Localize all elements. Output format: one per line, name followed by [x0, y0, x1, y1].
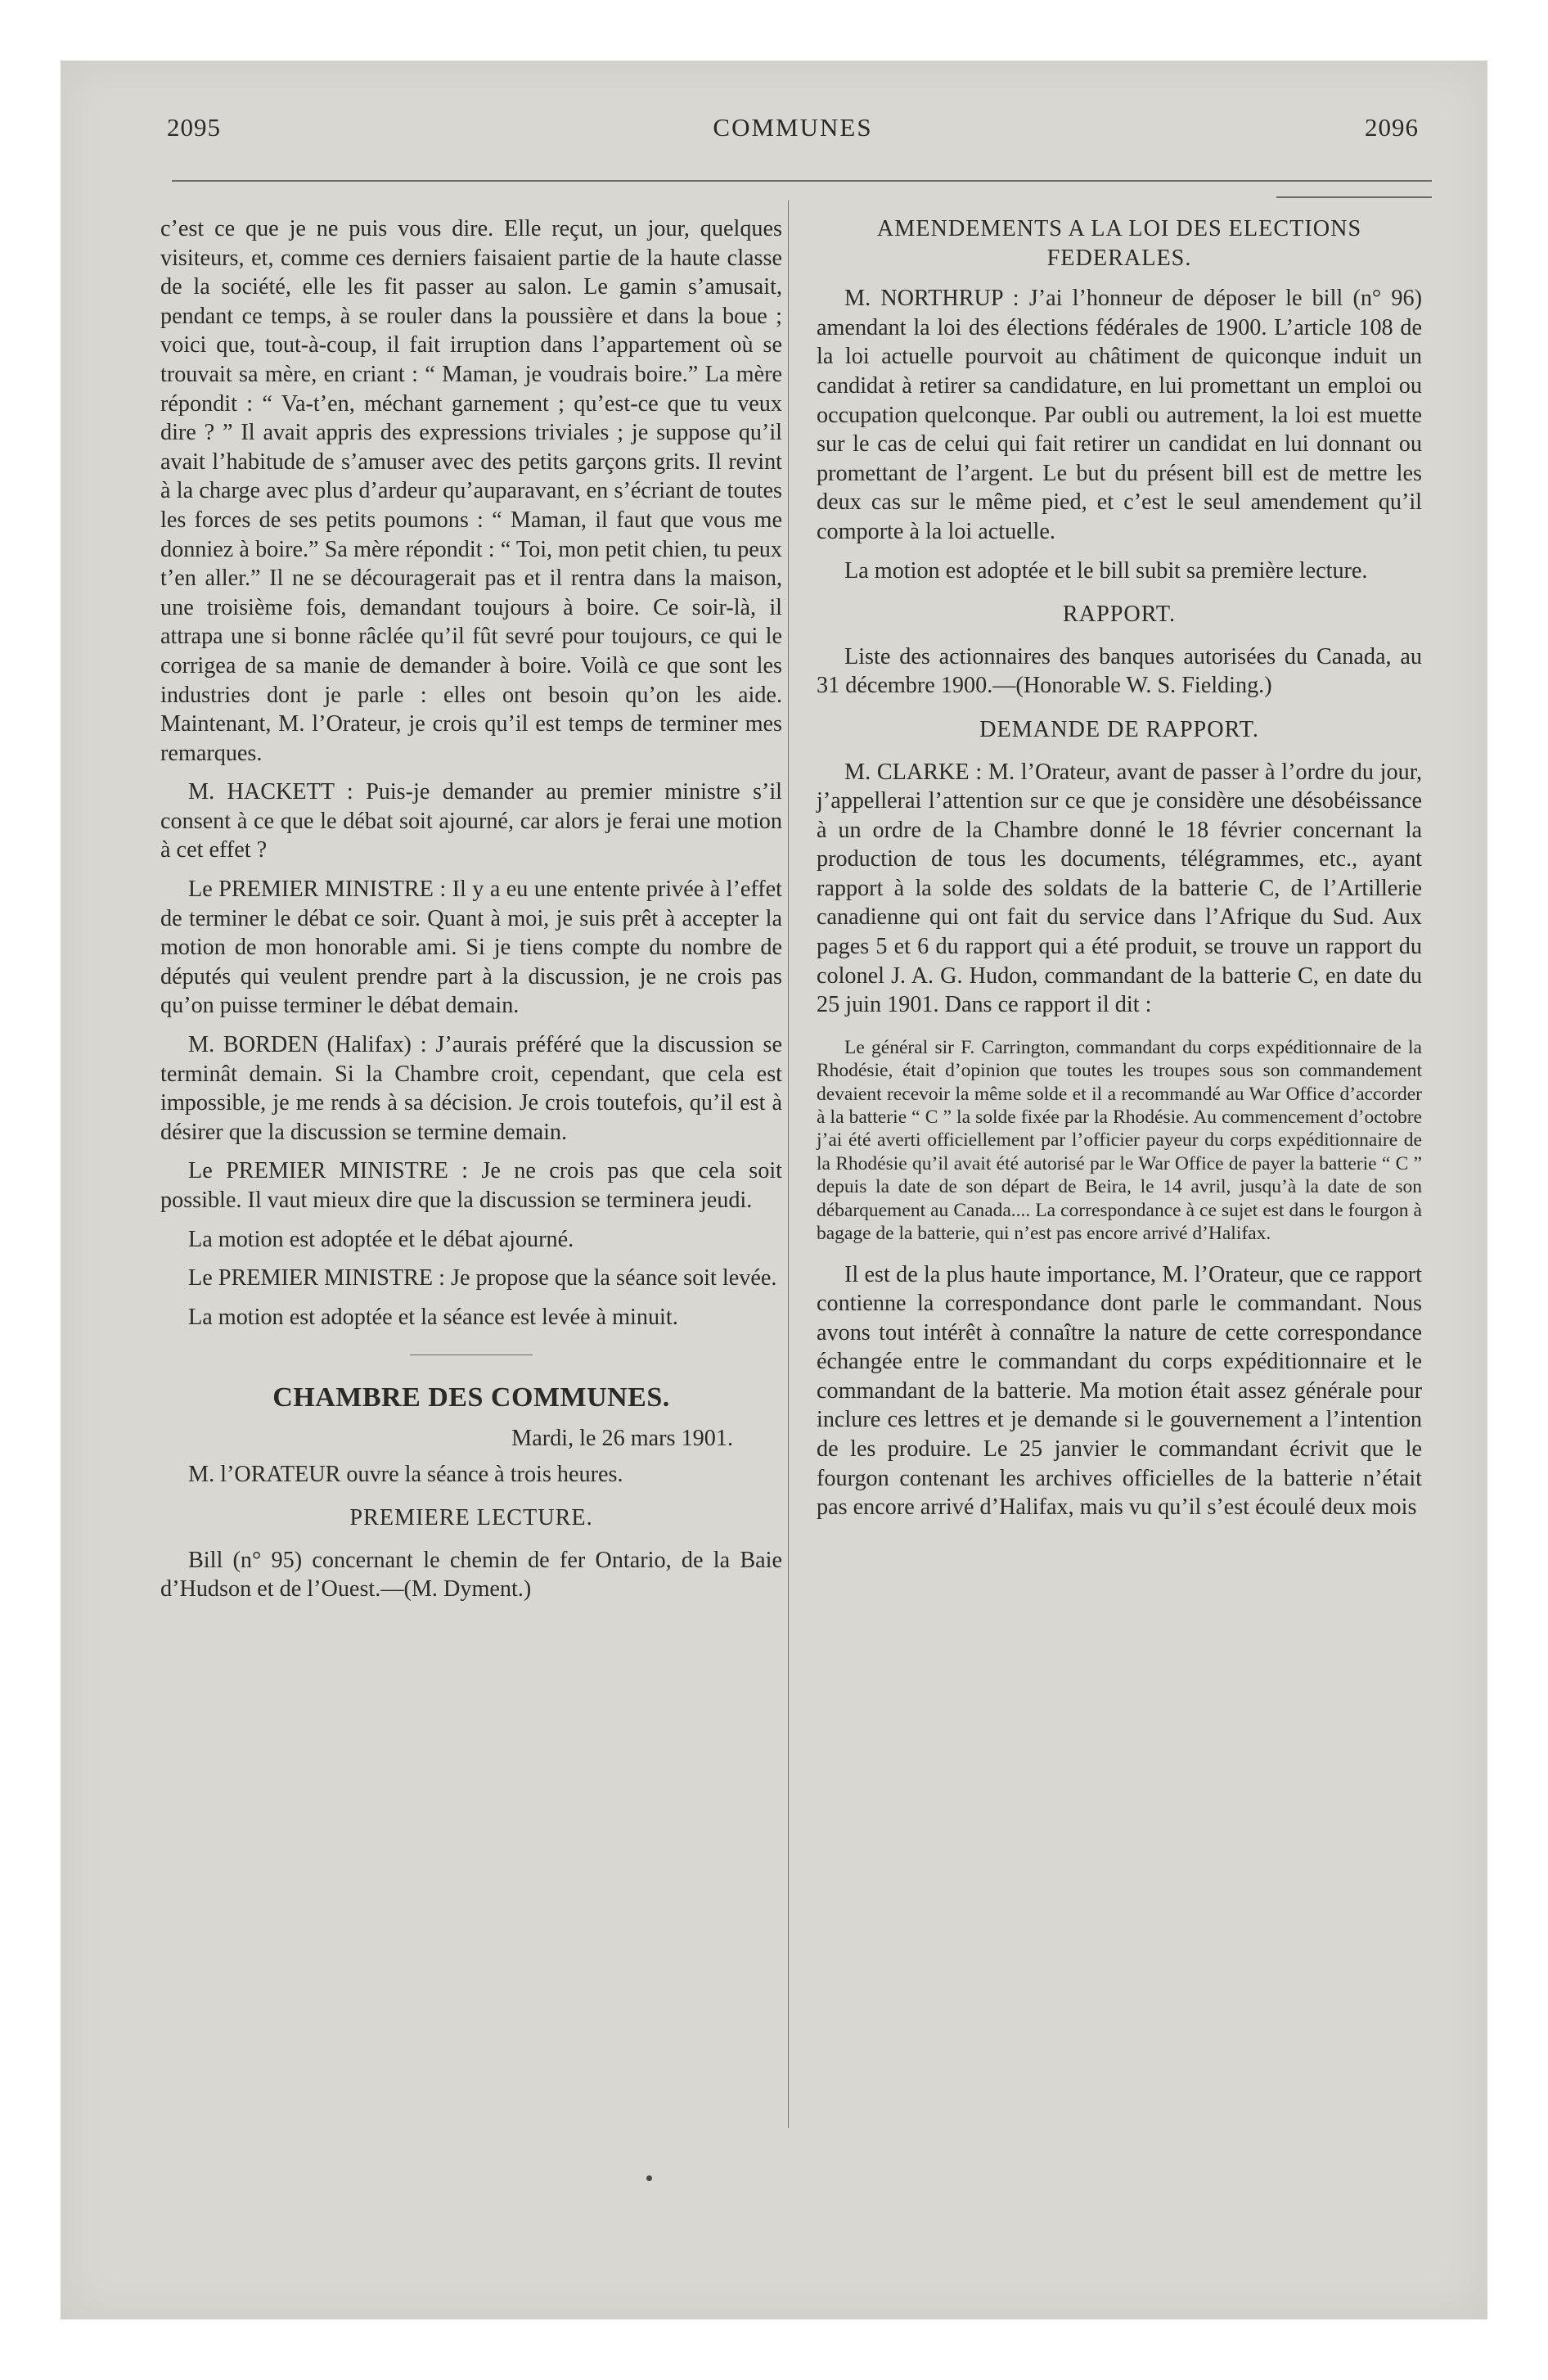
right-column [817, 214, 1422, 1532]
paragraph: M. NORTHRUP : J’ai l’honneur de déposer le bill (n° 96) amendant la loi des élections fédérales de 1900. L’article 108 de la loi actuelle pourvoit au châtiment de quiconque induit un candidat à retirer sa candidature, en lui promettant un emploi ou occupation quelconque. Par oubli ou autrement, la loi est muette sur le cas de celui qui fait retirer un candidat en lui donnant ou promettant de l’argent. Le but du présent bill est de mettre les deux cas sur le même pied, et c’est le seul amendement qu’il comporte à la loi actuelle. [817, 286, 1422, 544]
paragraph: Bill (n° 95) concernant le chemin de fer Ontario, de la Baie d’Hudson et de l’Ouest.—(M. Dyment.) [160, 1547, 782, 1602]
paragraph: M. HACKETT : Puis-je demander au premier ministre s’il consent à ce que le débat soit ajourné, car alors je ferai une motion à cet effet ? [160, 779, 782, 863]
quote-text: Le général sir F. Carrington, commandant du corps expéditionnaire de la Rhodésie, était d’opinion que toutes les troupes sous son commandement devaient recevoir la même solde et il a recommandé au War Office d’accorder à la batterie “ C ” la solde fixée par la Rhodésie. Au commencement d’octobre j’ai été averti officiellement par l’officier payeur du corps expéditionnaire de la Rhodésie qu’il avait été autorisé par le War Office de payer la batterie “ C ” depuis la date de son départ de Beira, le 14 avril, jusqu’à la date de son débarquement au Canada.... La correspondance à ce sujet est dans le fourgon à bagage de la batterie, qui n’est pas encore arrivé d’Halifax. [817, 1036, 1422, 1245]
paragraph: Le PREMIER MINISTRE : Je ne crois pas que cela soit possible. Il vaut mieux dire que la discussion se terminera jeudi. [160, 1158, 782, 1213]
paragraph: M. l’ORATEUR ouvre la séance à trois heures. [188, 1461, 623, 1487]
demande-heading: DEMANDE DE RAPPORT. [979, 716, 1259, 742]
paragraph: La motion est adoptée et le débat ajourné. [188, 1226, 574, 1252]
print-speck [646, 2175, 652, 2181]
amendments-heading: AMENDEMENTS A LA LOI DES ELECTIONS FEDERALES. [876, 216, 1362, 271]
paragraph: La motion est adoptée et le bill subit sa première lecture. [844, 557, 1368, 584]
sitting-date: Mardi, le 26 mars 1901. [511, 1425, 733, 1451]
column-divider [788, 201, 789, 2128]
rapport-heading: RAPPORT. [1062, 602, 1177, 628]
paragraph: La motion est adoptée et la séance est levée à minuit. [188, 1304, 678, 1330]
header-rule-short [1276, 196, 1432, 198]
paragraph: Le PREMIER MINISTRE : Je propose que la séance soit levée. [188, 1265, 777, 1291]
page-number-right: 2096 [1365, 113, 1419, 142]
paragraph: c’est ce que je ne puis vous dire. Elle reçut, un jour, quelques visiteurs, et, comme ces derniers faisaient partie de la haute classe de la société, elle les fit passer au salon. Le gamin s’amusait, pendant ce temps, à se rouler dans la poussière et dans la boue ; voici que, tout-à-coup, il fait irruption dans l’appartement où se trouvait sa mère, en criant : “ Maman, je voudrais boire.” La mère répondit : “ Va-t’en, méchant garnement ; qu’est-ce que tu veux dire ? ” Il avait appris des expressions triviales ; je suppose qu’il avait l’habitude de s’amuser avec des petits garçons grits. Il revint à la charge avec plus d’ardeur qu’auparavant, en s’écriant de toutes les forces de ses petits poumons : “ Maman, il faut que vous me donniez à boire.” Sa mère répondit : “ Toi, mon petit chien, tu peux t’en aller.” Il ne se découragerait pas et il rentra dans la maison, une troisième fois, demandant toujours à boire. Ce soir-là, il attrapa une si bonne râclée qu’il fût sevré pour toujours, ce qui le corrigea de sa manie de demander à boire. Voilà ce que sont les industries dont je parle : elles ont besoin qu’on les aide. Maintenant, M. l’Orateur, je crois qu’il est temps de terminer mes remarques. [160, 216, 782, 766]
running-title: COMMUNES [713, 113, 873, 142]
paragraph: M. CLARKE : M. l’Orateur, avant de passer à l’ordre du jour, j’appellerai l’attention sur ce que je considère une désobéissance à un ordre de la Chambre donné le 18 février concernant la production de tous les documents, télégrammes, etc., ayant rapport à la solde des soldats de la batterie C, de l’Artillerie canadienne qui ont fait du service dans l’Afrique du Sud. Aux pages 5 et 6 du rapport qui a été produit, se trouve un rapport du colonel J. A. G. Hudon, commandant de la batterie C, en date du 25 juin 1901. Dans ce rapport il dit : [817, 759, 1422, 1018]
paragraph: Liste des actionnaires des banques autorisées du Canada, au 31 décembre 1900.—(Honorable W. S. Fielding.) [817, 643, 1422, 699]
paragraph: M. BORDEN (Halifax) : J’aurais préféré que la discussion se terminât demain. Si la Chambre croit, cependant, que cela est impossible, je me rends à sa décision. Je crois toutefois, qu’il est à désirer que la discussion se termine demain. [160, 1032, 782, 1145]
left-column [160, 214, 782, 1614]
page-number-left: 2095 [167, 113, 221, 142]
block-quote [817, 1036, 1422, 1246]
chamber-heading: CHAMBRE DES COMMUNES. [272, 1382, 670, 1413]
running-header [167, 113, 1419, 149]
header-rule [172, 180, 1432, 182]
first-reading-heading: PREMIERE LECTURE. [349, 1505, 593, 1531]
paragraph: Le PREMIER MINISTRE : Il y a eu une entente privée à l’effet de terminer le débat ce soir. Quant à moi, je suis prêt à accepter la motion de mon honorable ami. Si je tiens compte du nombre de députés qui veulent prendre part à la discussion, je ne crois pas qu’on puisse terminer le débat demain. [160, 877, 782, 1019]
paragraph: Il est de la plus haute importance, M. l’Orateur, que ce rapport contienne la correspondance dont parle le commandant. Nous avons tout intérêt à connaître la nature de cette correspondance échangée entre le commandant du corps expéditionnaire et le commandant de la batterie. Ma motion était assez générale pour inclure ces lettres et je demande si le gouvernement a l’intention de les produire. Le 25 janvier le commandant écrivit que le fourgon contenant les archives officielles de la batterie n’était pas encore arrivé d’Halifax, mais vu qu’il s’est écoulé deux mois [817, 1261, 1422, 1521]
